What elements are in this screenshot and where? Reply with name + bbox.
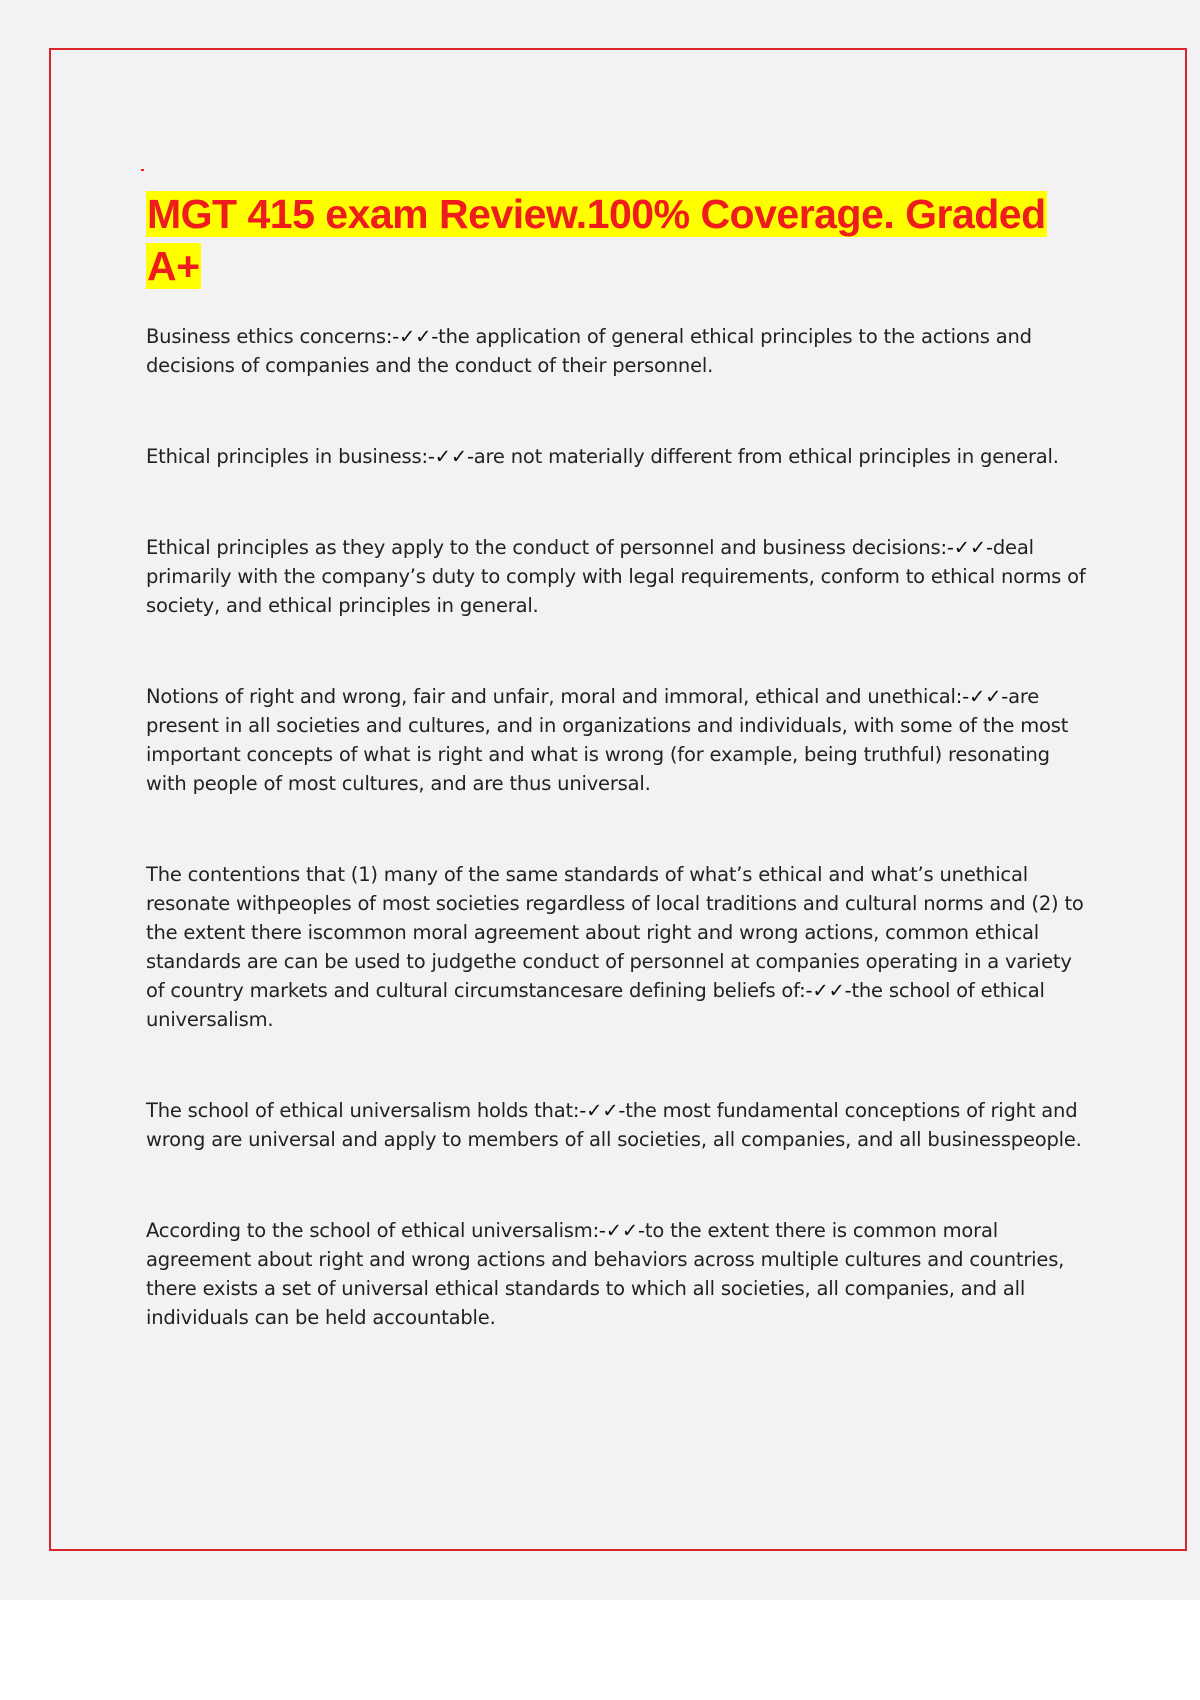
flashcard-answer: deal primarily with the company’s duty to comply with legal requirements, conform to ethical norms of society, and ethical principles in general. [146, 536, 1086, 617]
flashcard [146, 1216, 1096, 1332]
flashcard-question: Notions of right and wrong, fair and unfair, moral and immoral, ethical and unethical [146, 685, 956, 708]
answer-separator: :-✓✓- [799, 979, 852, 1002]
flashcard-question: The contentions that (1) many of the same standards of what’s ethical and what’s unethical resonate withpeoples of most societies regardless of local traditions and cultural norms and (2) to the extent there iscommon moral agreement about right and wrong actions, common ethical standards are can be used to judgethe conduct of personnel at companies operating in a variety of country markets and cultural circumstancesare defining beliefs of [146, 863, 1084, 1002]
flashcard [146, 322, 1096, 380]
flashcard [146, 533, 1096, 620]
document-title [146, 188, 1096, 292]
answer-separator: :-✓✓- [421, 445, 474, 468]
answer-separator: :-✓✓- [572, 1099, 626, 1122]
flashcard-question: Ethical principles in business [146, 445, 422, 468]
flashcard [146, 1096, 1096, 1154]
flashcard-answer: the application of general ethical principles to the actions and decisions of companies and the conduct of their personnel. [146, 325, 1032, 377]
flashcard-question: According to the school of ethical universalism [146, 1219, 593, 1242]
answer-separator: :-✓✓- [940, 536, 993, 559]
flashcard-question: Ethical principles as they apply to the conduct of personnel and business decisions [146, 536, 941, 559]
answer-separator: :-✓✓- [592, 1219, 645, 1242]
flashcard-question: The school of ethical universalism holds that [146, 1099, 573, 1122]
flashcard-answer: are present in all societies and cultures, and in organizations and individuals, with some of the most important concepts of what is right and what is wrong (for example, being truthful) resonating with people of most cultures, and are thus universal. [146, 685, 1069, 795]
flashcard-answer: the school of ethical universalism. [146, 979, 1045, 1031]
flashcard [146, 860, 1096, 1034]
title-stray-mark [141, 169, 144, 171]
flashcard [146, 442, 1096, 471]
flashcard-list [146, 322, 1096, 1332]
flashcard-answer: to the extent there is common moral agreement about right and wrong actions and behaviors across multiple cultures and countries, there exists a set of universal ethical standards to which all societies, all companies, and all individuals can be held accountable. [146, 1219, 1065, 1329]
flashcard-answer: are not materially different from ethical principles in general. [473, 445, 1059, 468]
flashcard-answer: the most fundamental conceptions of right and wrong are universal and apply to members of all societies, all companies, and all businesspeople. [146, 1099, 1082, 1151]
flashcard [146, 682, 1096, 798]
answer-separator: :-✓✓- [955, 685, 1009, 708]
title-highlight: MGT 415 exam Review.100% Coverage. Graded A+ [147, 191, 1046, 289]
document-content [146, 188, 1096, 1352]
flashcard-question: Business ethics concerns [146, 325, 386, 348]
answer-separator: :-✓✓- [385, 325, 439, 348]
